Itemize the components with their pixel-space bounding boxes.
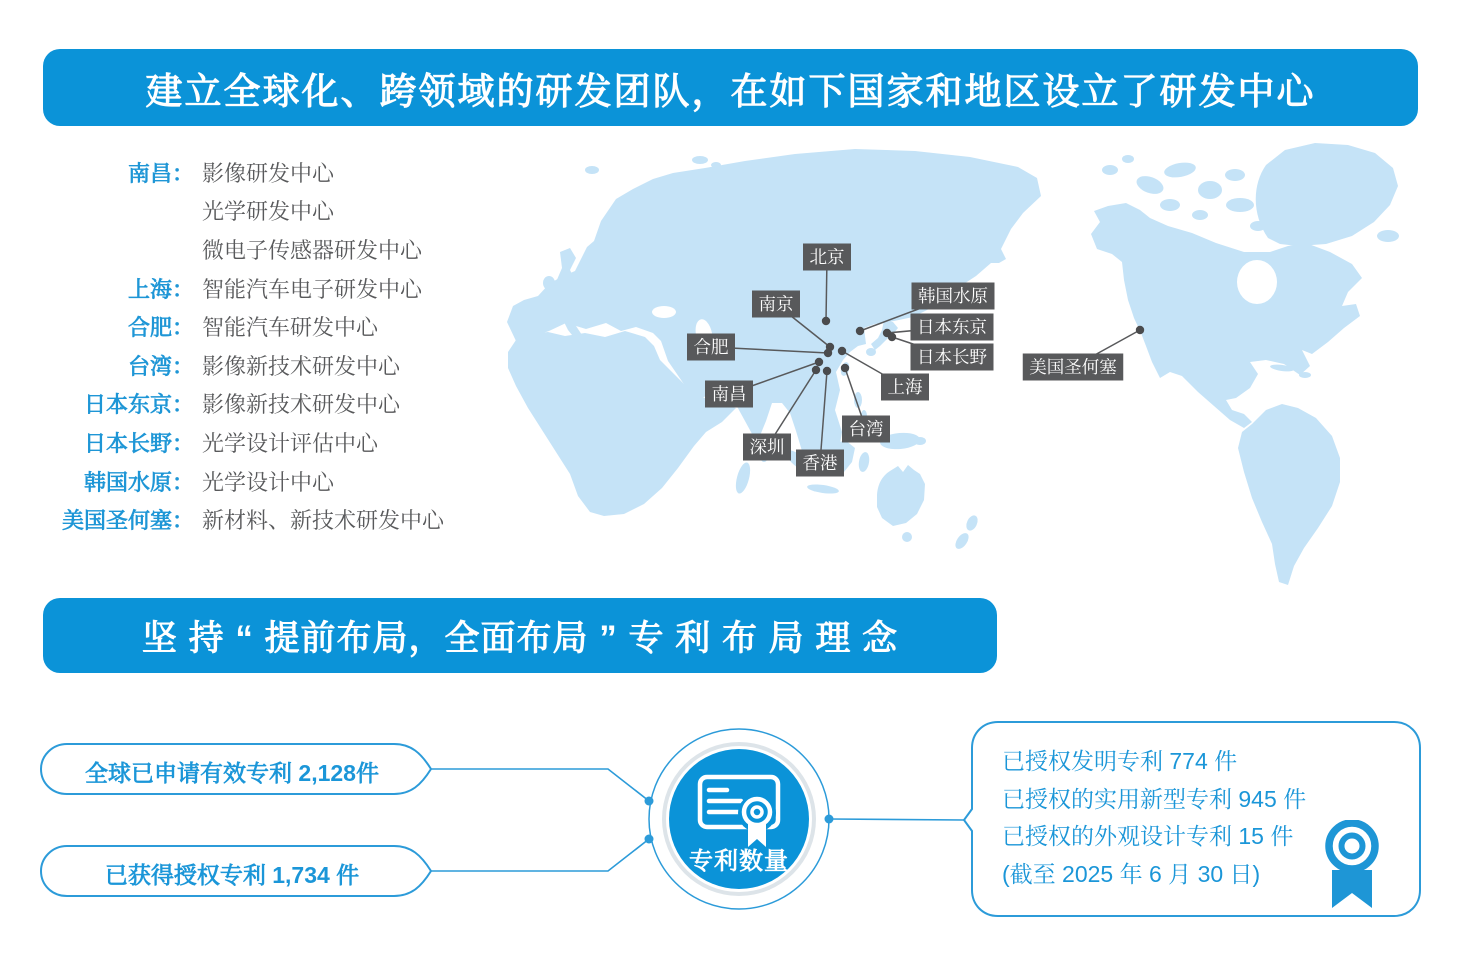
rnd-center-row: [36, 346, 476, 385]
map-city-label-text: 台湾: [848, 419, 884, 439]
banner-patent-philosophy: [43, 598, 997, 673]
rnd-center-name: 智能汽车电子研发中心: [202, 276, 423, 302]
map-city-label-text: 上海: [887, 377, 923, 397]
banner-global-rnd-text: 建立全球化、跨领域的研发团队，在如下国家和地区设立了研发中心: [145, 70, 1316, 112]
island-sulawesi: [857, 451, 870, 472]
arctic-island: [1163, 160, 1197, 179]
rnd-center-name: 光学研发中心: [202, 199, 335, 225]
patent-badge-label: 专利数量: [689, 848, 789, 875]
map-dot: [823, 367, 831, 375]
map-dot: [815, 358, 823, 366]
arctic-island: [1226, 198, 1254, 212]
rnd-city-label: 韩国水原：: [83, 469, 194, 495]
rnd-center-name: 新材料、新技术研发中心: [202, 508, 445, 534]
rnd-center-name: 智能汽车研发中心: [202, 315, 379, 341]
black-sea: [652, 306, 676, 318]
arctic-island: [1198, 181, 1222, 199]
rnd-center-row: [36, 385, 476, 424]
hudson-bay: [1237, 260, 1277, 304]
rnd-center-row: [36, 423, 476, 462]
rnd-center-list: [36, 153, 476, 539]
certificate-rosette: [744, 799, 770, 825]
rnd-city-label: 上海：: [127, 276, 194, 302]
rnd-center-name: 光学设计评估中心: [202, 430, 379, 456]
island-madagascar: [733, 461, 753, 495]
island-tasmania: [902, 532, 912, 542]
rnd-city-label: 日本东京：: [83, 392, 194, 418]
island-hainan: [818, 378, 826, 386]
continent-south-america: [1238, 404, 1340, 585]
map-city-label-text: 北京: [809, 247, 845, 267]
map-city-label-text: 南京: [758, 294, 794, 314]
connector-node: [645, 797, 654, 806]
arctic-island: [1192, 210, 1208, 220]
rnd-center-name: 影像研发中心: [202, 160, 335, 186]
banner-global-rnd: [43, 49, 1418, 126]
island-greenland: [1256, 143, 1398, 246]
rnd-city-label: 日本长野：: [83, 430, 194, 456]
map-dot: [838, 347, 846, 355]
stat-pill-granted: 已获得授权专利 1,734 件: [104, 862, 360, 888]
island-newzealand: [953, 531, 972, 551]
rnd-center-name: 微电子传感器研发中心: [202, 237, 423, 263]
island-ireland: [543, 276, 555, 290]
map-city-label-text: 香港: [802, 453, 838, 473]
rnd-center-name: 影像新技术研发中心: [202, 353, 401, 379]
map-dot: [841, 364, 849, 372]
rnd-city-label: 南昌：: [127, 160, 194, 186]
granted-detail-box: [972, 722, 1420, 916]
rnd-center-name: 光学设计中心: [202, 469, 335, 495]
award-ribbon-icon: [1322, 820, 1382, 912]
map-city-label-text: 南昌: [711, 384, 747, 404]
arctic-island: [1102, 165, 1118, 175]
rnd-center-row: [36, 500, 476, 539]
island-hispaniola: [1299, 372, 1311, 378]
connector-line: [829, 819, 964, 820]
map-dot: [824, 349, 832, 357]
map-city-label-text: 韩国水原: [918, 286, 988, 306]
granted-detail-line: 已授权的外观设计专利 15 件: [1002, 823, 1294, 849]
map-city-label-text: 日本长野: [917, 347, 987, 367]
arctic-island: [711, 162, 721, 168]
rnd-center-row: [36, 269, 476, 308]
map-city-label-text: 日本东京: [917, 317, 987, 337]
banner-patent-philosophy-text: 坚 持 “ 提前布局，全面布局 ” 专 利 布 局 理 念: [141, 618, 899, 658]
stat-pill-applied: 全球已申请有效专利 2,128件: [85, 760, 379, 786]
connector-line: [431, 769, 649, 801]
map-dot: [822, 317, 830, 325]
map-city-label-text: 美国圣何塞: [1029, 357, 1117, 377]
rnd-center-name: 影像新技术研发中心: [202, 392, 401, 418]
arctic-island: [1225, 169, 1245, 181]
continent-australia: [877, 465, 925, 526]
island-java: [807, 483, 840, 495]
map-dot: [856, 327, 864, 335]
map-dot: [812, 366, 820, 374]
map-city-label-text: 深圳: [749, 437, 785, 457]
rnd-center-row: [36, 307, 476, 346]
rnd-city-label: 台湾：: [127, 353, 194, 379]
arctic-island: [1134, 173, 1166, 198]
granted-detail-line: (截至 2025 年 6 月 30 日): [1002, 860, 1261, 887]
arctic-island: [692, 156, 708, 164]
map-dot: [1136, 326, 1144, 334]
arctic-island: [764, 159, 776, 165]
granted-detail-line: 已授权发明专利 774 件: [1002, 748, 1238, 774]
rnd-center-row: [36, 230, 476, 269]
map-city-label-text: 合肥: [693, 337, 729, 357]
arctic-island: [1160, 199, 1180, 211]
rnd-city-label: 美国圣何塞：: [61, 508, 194, 534]
island-kyushu: [866, 348, 876, 356]
rnd-center-row: [36, 192, 476, 231]
arctic-island: [1122, 155, 1134, 163]
island-britain: [556, 248, 576, 290]
island-newzealand: [964, 514, 980, 533]
connector-line: [431, 839, 649, 871]
arctic-island: [585, 166, 599, 174]
island-iceland: [1377, 230, 1399, 242]
map-dot: [888, 333, 896, 341]
island-newguinea: [914, 437, 926, 445]
granted-detail-line: 已授权的实用新型专利 945 件: [1002, 785, 1307, 812]
rnd-city-label: 合肥：: [127, 315, 194, 341]
rnd-center-row: [36, 153, 476, 192]
rnd-center-row: [36, 462, 476, 501]
connector-node: [825, 815, 834, 824]
